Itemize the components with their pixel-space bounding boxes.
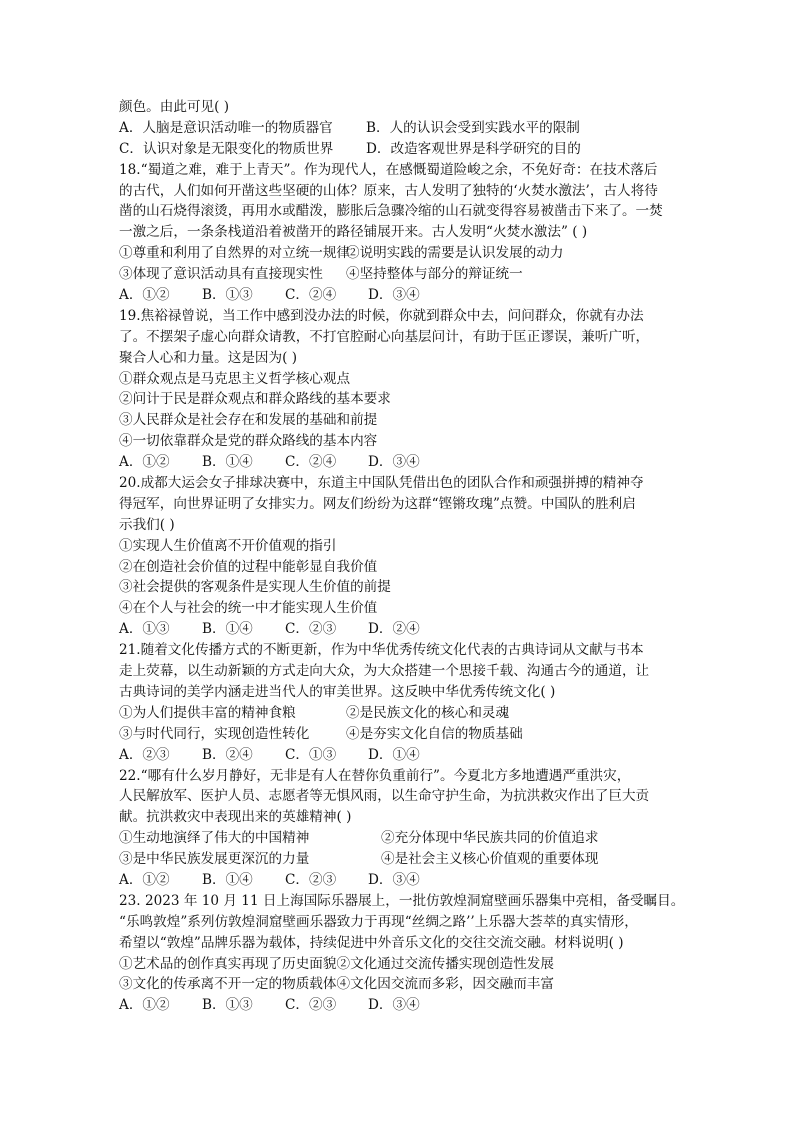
question-stem-line: 20.成都大运会女子排球决赛中，东道主中国队凭借出色的团队合作和顽强拼搏的精神夺	[119, 475, 644, 492]
lead-option: A．人脑是意识活动唯一的物质器官	[119, 119, 333, 136]
answer-choice: B．①④	[202, 454, 253, 471]
answer-choices-row	[119, 619, 679, 640]
statement-row	[119, 598, 679, 619]
question-stem-line: 的古代，人们如何开凿这些坚硬的山体？原来，古人发明了独特的‘火焚水激法’，古人将待	[119, 182, 658, 199]
answer-choice: D．③④	[368, 454, 420, 471]
statement-row	[119, 369, 679, 390]
statement-item: ②问计于民是群众观点和群众路线的基本要求	[119, 391, 391, 408]
statement-row	[119, 974, 679, 995]
question-stem-line: 走上荧幕，以生动新颖的方式走向大众，为大众搭建一个思接千载、沟通古今的通道，让	[119, 663, 650, 680]
question-stem-line: 凿的山石烧得滚烫，再用水或醋泼，膨胀后急骤冷缩的山石就变得容易被凿击下来了。一焚	[119, 203, 663, 220]
answer-choice: D．③④	[368, 871, 420, 888]
question-stem-line: 19.焦裕禄曾说，当工作中感到没办法的时候，你就到群众中去，问问群众，你就有办法	[119, 307, 644, 324]
statement-item: ④是社会主义核心价值观的重要体现	[381, 851, 599, 868]
question-stem-line: 献。抗洪救灾中表现出来的英雄精神( )	[119, 809, 352, 826]
question-stem-line: 一激之后，一条条栈道沿着被凿开的路径铺展开来。古人发明“火焚水激法” ( )	[119, 224, 588, 241]
question-stem-line: 示我们( )	[119, 516, 175, 533]
statement-item: ②说明实践的需要是认识发展的动力	[346, 245, 564, 262]
lead-option: D．改造客观世界是科学研究的目的	[366, 140, 581, 157]
answer-choice: C．①③	[285, 746, 337, 763]
statement-row	[119, 410, 679, 431]
answer-choices-row	[119, 995, 679, 1016]
answer-choice: C．②③	[285, 997, 337, 1014]
answer-choice: B．①③	[202, 997, 253, 1014]
statement-item: ①为人们提供丰富的精神食粮	[119, 704, 296, 721]
answer-choice: C．②③	[285, 871, 337, 888]
lead-option: B．人的认识会受到实践水平的限制	[366, 119, 580, 136]
statement-item: ③人民群众是社会存在和发展的基础和前提	[119, 412, 378, 429]
question-stem-line: 聚合人心和力量。这是因为( )	[119, 349, 298, 366]
statement-item: ③文化的传承离不开一定的物质载体	[119, 976, 337, 993]
answer-choice: A．①③	[119, 621, 170, 638]
statement-item: ④是夯实文化自信的物质基础	[346, 725, 523, 742]
question-stem-line: 22.“哪有什么岁月静好，无非是有人在替你负重前行”。今夏北方多地遭遇严重洪灾，	[119, 767, 631, 784]
answer-choice: A．①②	[119, 871, 170, 888]
statement-row	[119, 828, 679, 849]
question-stem-line: 21.随着文化传播方式的不断更新，作为中华优秀传统文化代表的古典诗词从文献与书本	[119, 642, 644, 659]
lead-option-row	[119, 118, 679, 139]
statement-row	[119, 431, 679, 452]
answer-choice: D．③④	[368, 287, 420, 304]
lead-stem-line: 颜色。由此可见( )	[119, 99, 230, 115]
statement-item: ②文化通过交流传播实现创造性发展	[336, 955, 554, 972]
answer-choices-row	[119, 452, 679, 473]
statement-item: ②是民族文化的核心和灵魂	[346, 704, 510, 721]
question-stem-line: “乐鸣敦煌”系列仿敦煌洞窟壁画乐器致力于再现“丝绸之路’’上乐器大荟萃的真实情形，	[119, 913, 638, 930]
statement-item: ③体现了意识活动具有直接现实性	[119, 266, 323, 283]
statement-row	[119, 557, 679, 578]
statement-row	[119, 577, 679, 598]
statement-item: ②充分体现中华民族共同的价值追求	[381, 830, 599, 847]
answer-choices-row	[119, 285, 679, 306]
statement-row	[119, 389, 679, 410]
answer-choice: B．①④	[202, 871, 253, 888]
question-stem-line: 18.“蜀道之难，难于上青天”。作为现代人，在感慨蜀道险峻之余，不免好奇：在技术落后	[119, 161, 658, 178]
statement-row	[119, 724, 679, 745]
answer-choice: A．②③	[119, 746, 170, 763]
answer-choice: D．③④	[368, 997, 420, 1014]
statement-item: ③社会提供的客观条件是实现人生价值的前提	[119, 579, 391, 596]
statement-row	[119, 954, 679, 975]
question-stem-line: 得冠军，向世界证明了女排实力。网友们纷纷为这群“铿锵玫瑰”点赞。中国队的胜利启	[119, 495, 636, 512]
lead-option: C．认识对象是无限变化的物质世界	[119, 140, 334, 157]
question-stem-line: 古典诗词的美学内涵走进当代人的审美世界。这反映中华优秀传统文化( )	[119, 683, 556, 700]
statement-item: ①群众观点是马克思主义哲学核心观点	[119, 370, 351, 387]
statement-row	[119, 703, 679, 724]
answer-choice: C．②③	[285, 621, 337, 638]
answer-choice: B．①④	[202, 621, 253, 638]
question-stem-line: 人民解放军、医护人员、志愿者等无惧风雨，以生命守护生命，为抗洪救灾作出了巨大贡	[119, 788, 650, 805]
answer-choice: C．②④	[285, 287, 337, 304]
statement-item: ①生动地演绎了伟大的中国精神	[119, 830, 310, 847]
statement-row	[119, 849, 679, 870]
answer-choice: A．①②	[119, 997, 170, 1014]
answer-choice: A．①②	[119, 454, 170, 471]
statement-row	[119, 243, 679, 264]
statement-row	[119, 536, 679, 557]
statement-item: ④一切依靠群众是党的群众路线的基本内容	[119, 433, 378, 450]
statement-item: ③与时代同行，实现创造性转化	[119, 725, 310, 742]
statement-item: ①尊重和利用了自然界的对立统一规律	[119, 245, 351, 262]
statement-item: ①艺术品的创作真实再现了历史面貌	[119, 955, 337, 972]
answer-choice: A．①②	[119, 287, 170, 304]
answer-choice: B．①③	[202, 287, 253, 304]
statement-row	[119, 264, 679, 285]
answer-choice: B．②④	[202, 746, 253, 763]
answer-choice: D．②④	[368, 621, 420, 638]
answer-choice: D．①④	[368, 746, 420, 763]
answer-choices-row	[119, 870, 679, 891]
answer-choice: C．②④	[285, 454, 337, 471]
lead-option-row	[119, 139, 679, 160]
question-stem-line: 了。不摆架子虚心向群众请教，不打官腔耐心向基层问计，有助于匡正谬误，兼听广听，	[119, 328, 650, 345]
statement-item: ③是中华民族发展更深沉的力量	[119, 851, 310, 868]
statement-item: ④文化因交流而多彩，因交融而丰富	[336, 976, 554, 993]
answer-choices-row	[119, 745, 679, 766]
statement-item: ①实现人生价值离不开价值观的指引	[119, 537, 337, 554]
statement-item: ④在个人与社会的统一中才能实现人生价值	[119, 600, 378, 617]
statement-item: ④坚持整体与部分的辩证统一	[346, 266, 523, 283]
question-stem-line: 23. 2023 年 10 月 11 日上海国际乐器展上，一批仿敦煌洞窟壁画乐器集中亮相，备受瞩目。	[119, 892, 685, 909]
question-list	[119, 97, 685, 1016]
question-stem-line: 希望以“敦煌”品牌乐器为载体，持续促进中外音乐文化的交往交流交融。材料说明( )	[119, 934, 624, 951]
statement-item: ②在创造社会价值的过程中能彰显自我价值	[119, 558, 378, 575]
